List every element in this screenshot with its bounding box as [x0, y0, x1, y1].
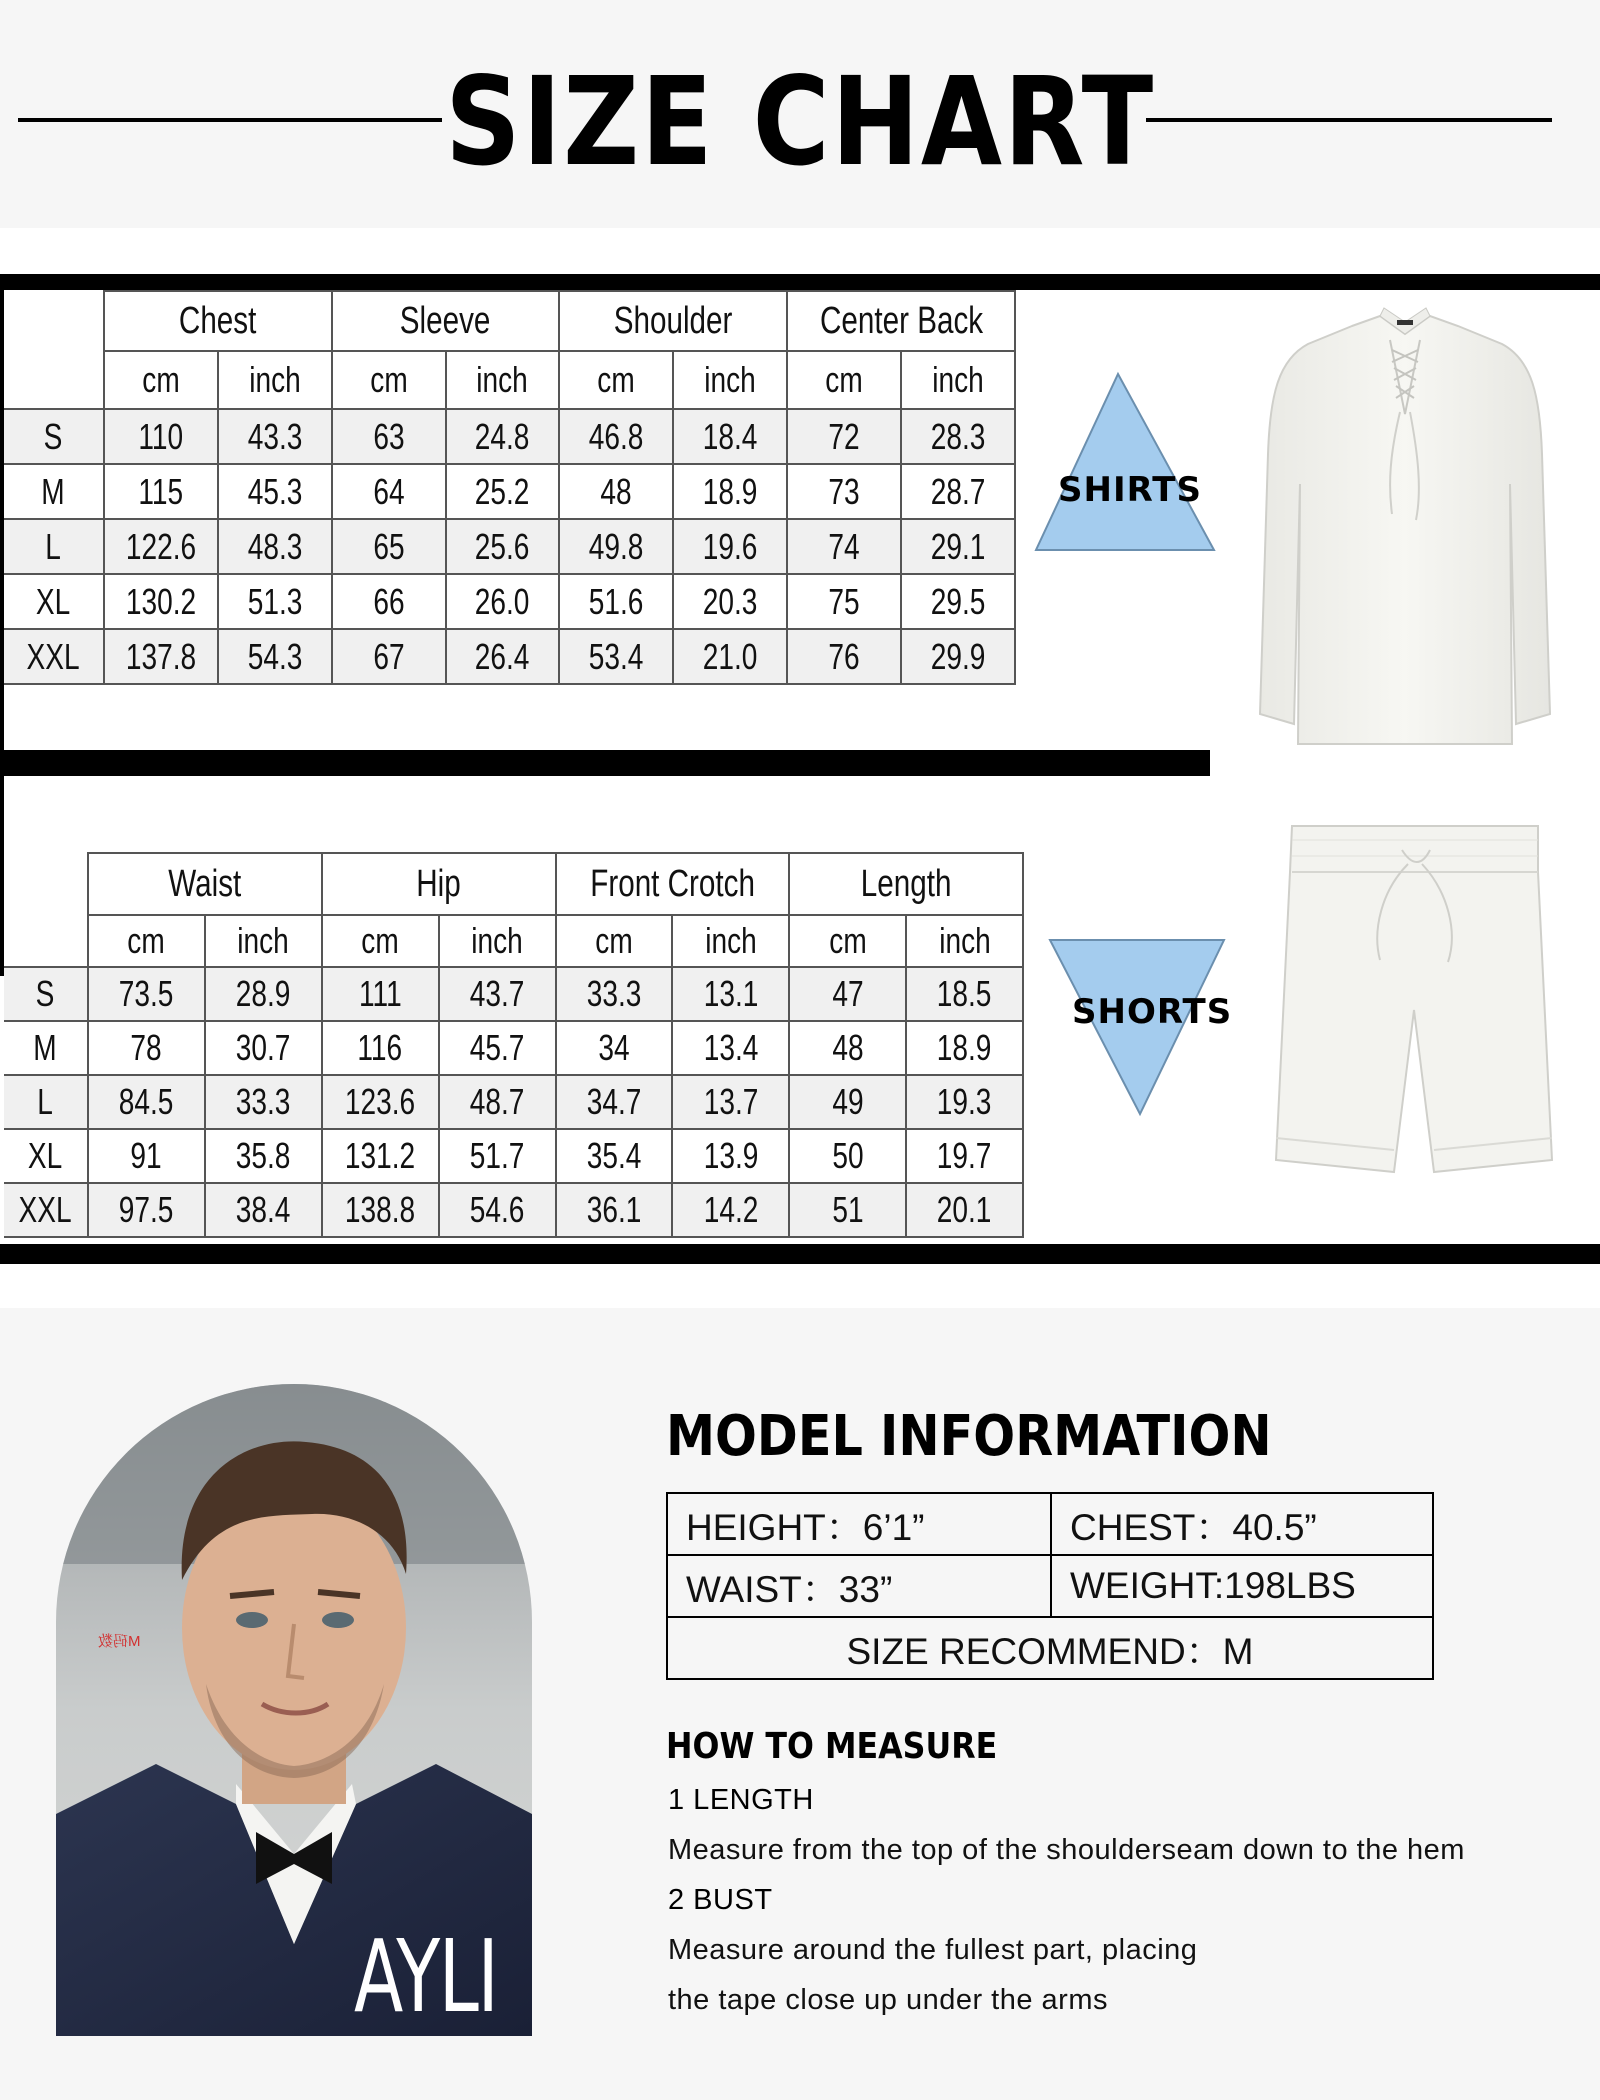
table-cell-value: 28.3	[930, 415, 986, 457]
table-cell	[901, 629, 1015, 684]
table-cell	[332, 519, 446, 574]
size-label-text: M	[41, 470, 66, 512]
table-cell-value: 73.5	[119, 973, 174, 1014]
table-cell-value: 72	[828, 415, 860, 457]
table-cell-value: 97.5	[119, 1189, 174, 1230]
table-cell-value: 50	[832, 1135, 864, 1176]
step2-title: 2 BUST	[668, 1884, 773, 1916]
unit-label: inch	[471, 920, 523, 961]
table-cell	[88, 1021, 205, 1075]
table-cell	[906, 1183, 1023, 1237]
unit-header	[322, 915, 439, 967]
size-label	[4, 629, 104, 684]
column-header	[789, 853, 1023, 915]
table-cell	[673, 464, 787, 519]
table-cell-value: 131.2	[345, 1135, 416, 1176]
size-label	[4, 464, 104, 519]
table-cell-value: 13.4	[703, 1027, 759, 1068]
table-cell	[789, 1183, 906, 1237]
column-header-label: Length	[860, 862, 952, 905]
table-cell	[787, 409, 901, 464]
table-cell	[88, 1183, 205, 1237]
table-cell	[556, 1075, 673, 1129]
table-cell-value: 14.2	[703, 1189, 759, 1230]
unit-label: inch	[704, 359, 757, 400]
table-cell-value: 54.3	[247, 635, 303, 677]
shirts-size-table	[4, 290, 1016, 685]
table-cell	[673, 409, 787, 464]
model-height: HEIGHT：6’1”	[667, 1493, 1051, 1555]
table-cell-value: 26.0	[475, 580, 530, 622]
header	[0, 0, 1600, 228]
table-cell-value: 130.2	[125, 580, 197, 622]
column-header-label: Front Crotch	[590, 862, 755, 905]
table-cell	[901, 409, 1015, 464]
table-cell-value: 53.4	[589, 635, 644, 677]
unit-header	[332, 351, 446, 409]
table-cell	[906, 1021, 1023, 1075]
unit-label: cm	[828, 920, 867, 961]
size-label	[4, 1021, 88, 1075]
table-row	[4, 1129, 1023, 1183]
table-cell	[672, 1129, 789, 1183]
table-cell-value: 63	[373, 415, 405, 457]
shorts-product-image	[1262, 820, 1566, 1176]
column-header-label: Center Back	[819, 299, 983, 342]
unit-header	[559, 351, 673, 409]
unit-header	[672, 915, 789, 967]
unit-label: cm	[127, 920, 166, 961]
table-cell-value: 33.3	[586, 973, 642, 1014]
table-cell	[88, 967, 205, 1021]
column-header	[332, 291, 560, 351]
size-label-text: S	[44, 415, 63, 457]
table-cell-value: 45.7	[469, 1027, 525, 1068]
photo-stamp: M码数	[98, 1633, 141, 1650]
column-header-label: Chest	[179, 299, 257, 342]
size-label	[4, 1129, 88, 1183]
model-chest: CHEST：40.5”	[1051, 1493, 1433, 1555]
unit-header	[205, 915, 322, 967]
table-corner	[4, 853, 88, 967]
table-cell	[787, 574, 901, 629]
table-cell	[901, 574, 1015, 629]
table-cell	[446, 464, 560, 519]
unit-label: cm	[369, 359, 408, 400]
size-label	[4, 519, 104, 574]
table-cell-value: 26.4	[475, 635, 530, 677]
table-cell-value: 13.1	[703, 973, 759, 1014]
table-cell-value: 19.6	[702, 525, 758, 567]
step2-text-1: Measure around the fullest part, placing	[668, 1934, 1198, 1966]
table-cell	[556, 1129, 673, 1183]
size-label-text: XXL	[18, 1189, 73, 1230]
table-cell	[322, 967, 439, 1021]
table-cell-value: 24.8	[475, 415, 530, 457]
table-cell-value: 46.8	[589, 415, 644, 457]
column-header	[322, 853, 556, 915]
table-cell-value: 34.7	[586, 1081, 642, 1122]
table-cell-value: 73	[828, 470, 860, 512]
unit-header	[556, 915, 673, 967]
size-label-text: XL	[36, 580, 71, 622]
unit-label: cm	[597, 359, 636, 400]
table-cell	[556, 967, 673, 1021]
column-header	[556, 853, 790, 915]
table-cell-value: 54.6	[469, 1189, 525, 1230]
table-cell-value: 49.8	[589, 525, 644, 567]
table-cell	[673, 629, 787, 684]
table-cell	[439, 1021, 556, 1075]
table-cell-value: 122.6	[125, 525, 197, 567]
table-cell	[559, 409, 673, 464]
table-cell-value: 48.7	[469, 1081, 525, 1122]
size-label-text: L	[37, 1081, 54, 1122]
unit-label: cm	[142, 359, 180, 400]
table-cell-value: 115	[138, 470, 184, 512]
table-cell-value: 43.7	[469, 973, 525, 1014]
size-label	[4, 409, 104, 464]
column-header	[104, 291, 332, 351]
table-cell-value: 47	[832, 973, 864, 1014]
table-row	[4, 574, 1015, 629]
table-cell	[446, 574, 560, 629]
step1-title: 1 LENGTH	[668, 1784, 814, 1816]
table-cell	[218, 574, 332, 629]
table-row	[4, 1183, 1023, 1237]
table-cell-value: 48	[832, 1027, 864, 1068]
unit-label: inch	[476, 359, 529, 400]
unit-header	[104, 351, 218, 409]
column-header	[559, 291, 787, 351]
table-cell-value: 65	[373, 525, 405, 567]
table-cell-value: 137.8	[125, 635, 197, 677]
unit-header	[906, 915, 1023, 967]
table-cell	[322, 1021, 439, 1075]
table-row	[4, 1021, 1023, 1075]
unit-header	[673, 351, 787, 409]
size-label-text: S	[36, 973, 55, 1014]
size-label-text: XL	[28, 1135, 63, 1176]
table-cell	[787, 629, 901, 684]
table-cell	[218, 409, 332, 464]
table-cell	[787, 464, 901, 519]
table-cell-value: 25.6	[475, 525, 530, 567]
table-cell	[559, 464, 673, 519]
unit-label: inch	[705, 920, 757, 961]
column-header-label: Shoulder	[613, 299, 733, 342]
table-cell	[789, 967, 906, 1021]
table-cell-value: 74	[828, 525, 860, 567]
brand-watermark: AYLI	[354, 1918, 498, 2035]
table-cell-value: 36.1	[586, 1189, 642, 1230]
table-cell	[322, 1075, 439, 1129]
unit-header	[787, 351, 901, 409]
table-cell	[218, 629, 332, 684]
shirts-triangle-icon	[1030, 368, 1220, 558]
table-cell	[446, 629, 560, 684]
table-cell-value: 48.3	[247, 525, 303, 567]
table-cell-value: 123.6	[345, 1081, 416, 1122]
table-cell-value: 51	[832, 1189, 864, 1230]
unit-label: cm	[825, 359, 863, 400]
table-cell-value: 29.1	[930, 525, 986, 567]
model-photo	[56, 1384, 532, 2036]
table-cell	[789, 1129, 906, 1183]
unit-label: cm	[361, 920, 399, 961]
table-cell-value: 116	[357, 1027, 403, 1068]
table-cell-value: 18.5	[937, 973, 992, 1014]
table-cell-value: 51.6	[589, 580, 644, 622]
unit-label: inch	[249, 359, 301, 400]
table-cell	[446, 519, 560, 574]
table-cell-value: 20.1	[937, 1189, 992, 1230]
table-cell	[672, 967, 789, 1021]
table-cell	[787, 519, 901, 574]
table-cell	[104, 629, 218, 684]
table-cell	[88, 1075, 205, 1129]
table-cell-value: 13.9	[703, 1135, 759, 1176]
size-label	[4, 967, 88, 1021]
table-cell-value: 51.3	[247, 580, 303, 622]
size-label	[4, 574, 104, 629]
table-cell-value: 20.3	[702, 580, 758, 622]
table-cell-value: 18.9	[702, 470, 758, 512]
table-cell	[205, 1021, 322, 1075]
model-waist: WAIST：33”	[667, 1555, 1051, 1617]
shorts-size-table	[4, 852, 1024, 1238]
how-to-measure-title: HOW TO MEASURE	[666, 1726, 998, 1767]
unit-label: inch	[938, 920, 991, 961]
table-row	[4, 629, 1015, 684]
table-cell-value: 34	[598, 1027, 630, 1068]
table-cell-value: 51.7	[469, 1135, 525, 1176]
table-cell	[332, 629, 446, 684]
table-cell-value: 28.9	[235, 973, 291, 1014]
table-cell-value: 43.3	[247, 415, 303, 457]
model-information-table	[666, 1492, 1434, 1680]
table-cell-value: 67	[373, 635, 405, 677]
table-cell-value: 18.4	[702, 415, 758, 457]
table-row	[4, 1075, 1023, 1129]
table-row	[4, 967, 1023, 1021]
table-cell	[789, 1075, 906, 1129]
table-cell-value: 91	[130, 1135, 163, 1176]
table-cell-value: 75	[828, 580, 860, 622]
table-cell-value: 64	[373, 470, 405, 512]
table-cell	[332, 574, 446, 629]
page-title: SIZE CHART	[445, 51, 1155, 193]
table-cell	[104, 464, 218, 519]
table-cell-value: 19.7	[937, 1135, 992, 1176]
size-label-text: L	[45, 525, 62, 567]
table-cell	[672, 1021, 789, 1075]
table-cell-value: 76	[828, 635, 860, 677]
table-cell	[439, 1129, 556, 1183]
table-cell-value: 45.3	[247, 470, 303, 512]
unit-header	[218, 351, 332, 409]
table-cell	[789, 1021, 906, 1075]
table-cell	[218, 519, 332, 574]
table-cell-value: 84.5	[119, 1081, 174, 1122]
table-cell	[673, 574, 787, 629]
shorts-label: SHORTS	[1072, 992, 1233, 1032]
table-cell	[673, 519, 787, 574]
table-cell-value: 21.0	[702, 635, 758, 677]
unit-label: cm	[595, 920, 633, 961]
table-cell	[205, 1183, 322, 1237]
size-label	[4, 1075, 88, 1129]
size-label	[4, 1183, 88, 1237]
column-header-label: Waist	[168, 862, 242, 905]
table-cell	[439, 1075, 556, 1129]
unit-header	[901, 351, 1015, 409]
table-cell	[322, 1183, 439, 1237]
table-cell	[559, 629, 673, 684]
table-cell-value: 19.3	[937, 1081, 992, 1122]
table-cell	[906, 1129, 1023, 1183]
table-cell	[205, 1075, 322, 1129]
shirts-label: SHIRTS	[1058, 470, 1202, 510]
table-cell	[439, 967, 556, 1021]
table-cell-value: 78	[130, 1027, 163, 1068]
table-cell-value: 30.7	[235, 1027, 291, 1068]
table-cell-value: 28.7	[930, 470, 986, 512]
table-cell-value: 110	[138, 415, 184, 457]
unit-header	[88, 915, 205, 967]
table-cell-value: 111	[358, 973, 402, 1014]
table-cell-value: 48	[600, 470, 632, 512]
table-cell	[88, 1129, 205, 1183]
table-cell	[332, 409, 446, 464]
size-chart-panel	[0, 228, 1600, 1308]
table-cell	[104, 519, 218, 574]
table-cell	[205, 1129, 322, 1183]
table-cell	[446, 409, 560, 464]
shirt-product-image	[1240, 304, 1570, 748]
table-cell	[205, 967, 322, 1021]
table-cell	[559, 574, 673, 629]
step2-text-2: the tape close up under the arms	[668, 1984, 1108, 2016]
model-information-title: MODEL INFORMATION	[666, 1404, 1272, 1469]
table-cell	[672, 1075, 789, 1129]
divider-bar-top	[0, 274, 1600, 290]
table-row	[4, 464, 1015, 519]
table-cell-value: 29.9	[930, 635, 986, 677]
size-label-text: XXL	[26, 635, 80, 677]
column-header	[787, 291, 1015, 351]
table-cell-value: 29.5	[930, 580, 986, 622]
table-cell	[104, 409, 218, 464]
table-cell	[332, 464, 446, 519]
table-cell-value: 13.7	[703, 1081, 759, 1122]
table-cell-value: 25.2	[475, 470, 530, 512]
model-size-recommend: SIZE RECOMMEND：M	[667, 1617, 1433, 1679]
table-cell	[901, 519, 1015, 574]
model-weight: WEIGHT:198LBS	[1051, 1555, 1433, 1617]
table-cell-value: 35.4	[586, 1135, 642, 1176]
size-label-text: M	[33, 1027, 58, 1068]
divider-bar-middle	[0, 750, 1210, 776]
column-header-label: Hip	[416, 862, 461, 905]
table-cell-value: 38.4	[235, 1189, 291, 1230]
table-corner	[4, 291, 104, 409]
column-header-label: Sleeve	[400, 299, 491, 342]
table-row	[4, 409, 1015, 464]
unit-header	[789, 915, 906, 967]
table-cell	[672, 1183, 789, 1237]
table-cell-value: 66	[373, 580, 405, 622]
table-row	[4, 519, 1015, 574]
table-cell-value: 18.9	[937, 1027, 992, 1068]
step1-text: Measure from the top of the shoulderseam down to the hem	[668, 1834, 1465, 1866]
table-cell-value: 138.8	[345, 1189, 416, 1230]
table-cell-value: 33.3	[235, 1081, 291, 1122]
table-cell	[439, 1183, 556, 1237]
table-cell-value: 35.8	[235, 1135, 291, 1176]
unit-label: inch	[237, 920, 290, 961]
table-cell-value: 49	[832, 1081, 864, 1122]
table-cell	[906, 967, 1023, 1021]
table-cell	[556, 1021, 673, 1075]
column-header	[88, 853, 322, 915]
table-cell	[559, 519, 673, 574]
table-cell	[104, 574, 218, 629]
unit-label: inch	[932, 359, 984, 400]
divider-bar-bottom	[0, 1244, 1600, 1264]
unit-header	[446, 351, 560, 409]
table-cell	[901, 464, 1015, 519]
unit-header	[439, 915, 556, 967]
table-cell	[322, 1129, 439, 1183]
table-cell	[556, 1183, 673, 1237]
table-cell	[906, 1075, 1023, 1129]
table-cell	[218, 464, 332, 519]
